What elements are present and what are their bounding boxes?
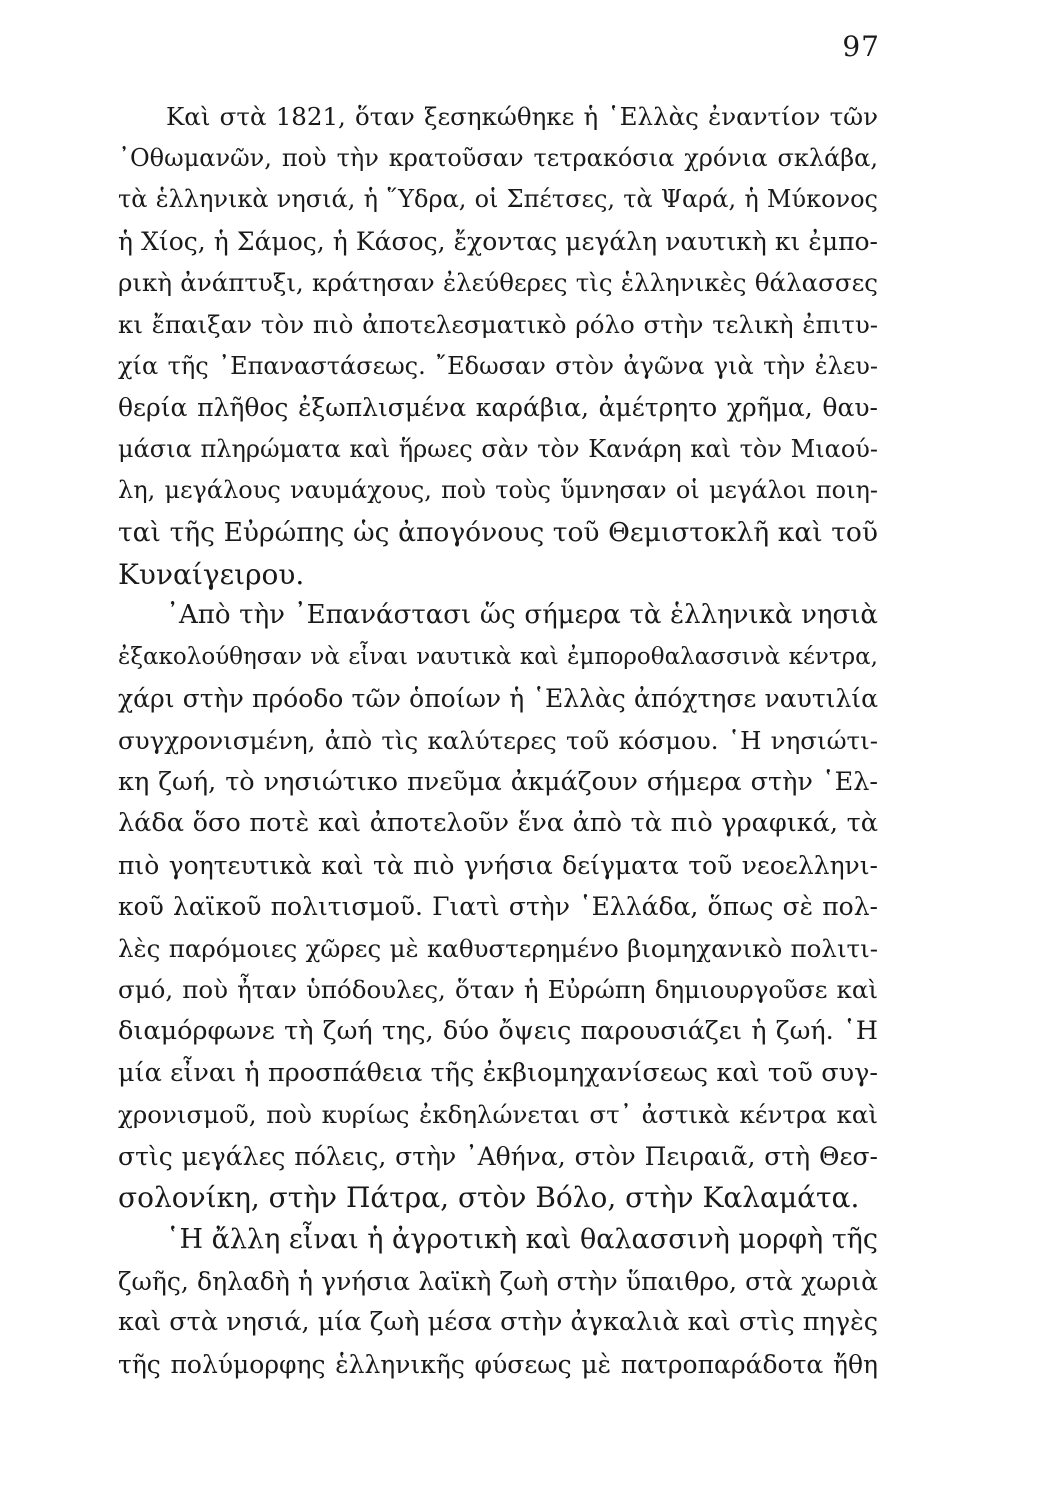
text-line: Κυναίγειρου. — [118, 557, 305, 591]
text-line: σολονίκη, στὴν Πάτρα, στὸν Βόλο, στὴν Καλαμάτα. — [118, 1181, 860, 1215]
text-line: στὶς μεγάλες πόλεις, στὴν ᾿Αθήνα, στὸν Πειραιᾶ, στὴ Θεσ- — [118, 1141, 878, 1171]
text-line: μία εἶναι ἡ προσπάθεια τῆς ἐκβιομηχανίσεως καὶ τοῦ συγ- — [118, 1057, 878, 1088]
text-line: συγχρονισμένη, ἀπὸ τὶς καλύτερες τοῦ κόσμου. ῾Η νησιώτι- — [118, 725, 878, 755]
text-line: ᾿Απὸ τὴν ᾿Επανάστασι ὥς σήμερα τὰ ἑλληνικὰ νησιὰ — [166, 600, 878, 631]
text-line: τῆς πολύμορφης ἑλληνικῆς φύσεως μὲ πατροπαράδοτα ἤθη — [118, 1349, 878, 1379]
text-line: χία τῆς ᾿Επαναστάσεως. ῎Εδωσαν στὸν ἀγῶνα γιὰ τὴν ἐλευ- — [118, 351, 878, 380]
text-line: λάδα ὅσο ποτὲ καὶ ἀποτελοῦν ἕνα ἀπὸ τὰ πιὸ γραφικά, τὰ — [118, 808, 878, 839]
text-line: κη ζωή, τὸ νησιώτικο πνεῦμα ἀκμάζουν σήμερα στὴν ῾Ελ- — [118, 766, 878, 797]
text-line: ἐξακολούθησαν νὰ εἶναι ναυτικὰ καὶ ἐμποροθαλασσινὰ κέντρα, — [118, 643, 878, 670]
text-line: μάσια πληρώματα καὶ ἥρωες σὰν τὸν Κανάρη καὶ τὸν Μιαού- — [118, 434, 878, 463]
text-line: διαμόρφωνε τὴ ζωή της, δύο ὄψεις παρουσιάζει ἡ ζωή. ῾Η — [118, 1016, 878, 1047]
text-line: κι ἔπαιξαν τὸν πιὸ ἀποτελεσματικὸ ρόλο στὴν τελικὴ ἐπιτυ- — [118, 309, 878, 339]
text-line: Καὶ στὰ 1821, ὅταν ξεσηκώθηκε ἡ ῾Ελλὰς ἐναντίον τῶν — [166, 102, 878, 131]
text-line: λὲς παρόμοιες χῶρες μὲ καθυστερημένο βιομηχανικὸ πολιτι- — [118, 933, 878, 963]
text-line: σμό, ποὺ ἦταν ὑπόδουλες, ὅταν ἡ Εὐρώπη δημιουργοῦσε καὶ — [118, 975, 878, 1005]
page-number: 97 — [842, 30, 880, 63]
text-line: λη, μεγάλους ναυμάχους, ποὺ τοὺς ὕμνησαν οἱ μεγάλοι ποιη- — [118, 476, 878, 505]
text-line: ῾Η ἄλλη εἶναι ἡ ἀγροτικὴ καὶ θαλασσινὴ μορφὴ τῆς — [166, 1224, 878, 1256]
text-line: κοῦ λαϊκοῦ πολιτισμοῦ. Γιατὶ στὴν ῾Ελλάδα, ὅπως σὲ πολ- — [118, 892, 878, 922]
text-line: ρικὴ ἀνάπτυξι, κράτησαν ἐλεύθερες τὶς ἑλληνικὲς θάλασσες — [118, 268, 878, 298]
text-line: καὶ στὰ νησιά, μία ζωὴ μέσα στὴν ἀγκαλιὰ καὶ στὶς πηγὲς — [118, 1307, 879, 1338]
text-line: ᾿Οθωμανῶν, ποὺ τὴν κρατοῦσαν τετρακόσια χρόνια σκλάβα, — [118, 143, 878, 172]
text-line: χάρι στὴν πρόοδο τῶν ὁποίων ἡ ῾Ελλὰς ἀπόχτησε ναυτιλία — [118, 684, 878, 714]
text-line: χρονισμοῦ, ποὺ κυρίως ἐκδηλώνεται στ᾿ ἀστικὰ κέντρα καὶ — [118, 1100, 878, 1130]
text-line: ἡ Χίος, ἡ Σάμος, ἡ Κάσος, ἔχοντας μεγάλη ναυτικὴ κι ἐμπο- — [118, 226, 878, 256]
text-line: τὰ ἑλληνικὰ νησιά, ἡ ῞Υδρα, οἱ Σπέτσες, τὰ Ψαρά, ἡ Μύκονος — [118, 185, 878, 214]
text-line: θερία πλῆθος ἐξωπλισμένα καράβια, ἀμέτρητο χρῆμα, θαυ- — [118, 393, 878, 423]
text-line: ταὶ τῆς Εὐρώπης ὡς ἀπογόνους τοῦ Θεμιστοκλῆ καὶ τοῦ — [118, 516, 878, 548]
body-text — [118, 96, 878, 1385]
text-line: πιὸ γοητευτικὰ καὶ τὰ πιὸ γνήσια δείγματα τοῦ νεοελληνι- — [118, 850, 878, 880]
text-line: ζωῆς, δηλαδὴ ἡ γνήσια λαϊκὴ ζωὴ στὴν ὕπαιθρο, στὰ χωριὰ — [118, 1266, 878, 1296]
